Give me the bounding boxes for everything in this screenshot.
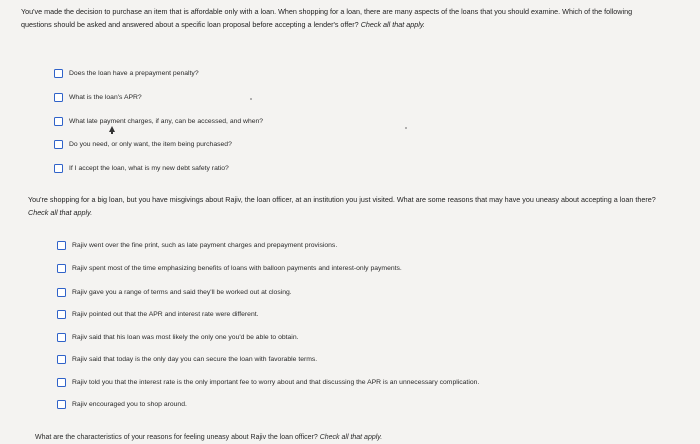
- stray-dot: [250, 98, 252, 100]
- q2-option-shop-around[interactable]: [57, 400, 187, 409]
- q1-option-late-payment[interactable]: [54, 117, 263, 126]
- question-1: [21, 5, 661, 31]
- question-3-prompt-text: What are the characteristics of your reasons for feeling uneasy about Rajiv the loan officer?: [35, 434, 320, 441]
- q2-option-only-loan[interactable]: [57, 333, 298, 342]
- q1-option-debt-safety-ratio[interactable]: [54, 164, 229, 173]
- checkbox[interactable]: [57, 264, 66, 273]
- q1-option-need-or-want[interactable]: [54, 140, 232, 149]
- question-2-prompt: [28, 193, 668, 219]
- question-2: [28, 193, 668, 219]
- checkbox[interactable]: [57, 288, 66, 297]
- question-3-prompt: [35, 432, 675, 444]
- q2-option-range-of-terms[interactable]: [57, 288, 292, 297]
- q2-option-apr-different[interactable]: [57, 310, 259, 319]
- q2-option-label: Rajiv said that his loan was most likely the only one you'd be able to obtain.: [72, 334, 299, 341]
- q2-option-label: Rajiv spent most of the time emphasizing benefits of loans with balloon payments and interest-only payments.: [72, 265, 402, 272]
- question-1-prompt: [21, 5, 661, 31]
- q1-option-prepayment-penalty[interactable]: [54, 69, 199, 78]
- checkbox[interactable]: [54, 140, 63, 149]
- stray-dot: [405, 127, 407, 129]
- q1-option-apr[interactable]: [54, 93, 142, 102]
- checkbox[interactable]: [57, 378, 66, 387]
- q2-option-balloon-payments[interactable]: [57, 264, 402, 273]
- q2-option-label: Rajiv pointed out that the APR and interest rate were different.: [72, 311, 259, 318]
- q2-option-label: Rajiv went over the fine print, such as late payment charges and prepayment provisions.: [72, 242, 338, 249]
- checkbox[interactable]: [57, 355, 66, 364]
- q1-option-label: Does the loan have a prepayment penalty?: [69, 70, 199, 77]
- checkbox[interactable]: [54, 164, 63, 173]
- q2-option-fine-print[interactable]: [57, 241, 337, 250]
- checkbox[interactable]: [54, 69, 63, 78]
- checkbox[interactable]: [57, 333, 66, 342]
- q1-option-label: If I accept the loan, what is my new debt safety ratio?: [69, 165, 229, 172]
- question-3-instruction: Check all that apply.: [319, 434, 383, 441]
- q2-option-label: Rajiv said that today is the only day you can secure the loan with favorable terms.: [72, 356, 318, 363]
- checkbox[interactable]: [54, 117, 63, 126]
- q2-option-label: Rajiv encouraged you to shop around.: [72, 401, 187, 408]
- question-1-prompt-text: You've made the decision to purchase an item that is affordable only with a loan. When shopping for a loan, there are many aspects of the loans that you should examine. Which of the following questions should be asked and answered about a specific loan proposal before accepting a lender's offer?: [21, 7, 633, 29]
- mouse-cursor-icon: [109, 126, 115, 132]
- checkbox[interactable]: [57, 400, 66, 409]
- q1-option-label: What is the loan's APR?: [69, 94, 142, 101]
- q1-option-label: What late payment charges, if any, can be accessed, and when?: [69, 118, 264, 125]
- question-1-instruction: Check all that apply.: [360, 20, 425, 29]
- q2-option-only-today[interactable]: [57, 355, 317, 364]
- q1-option-label: Do you need, or only want, the item being purchased?: [69, 141, 232, 148]
- checkbox[interactable]: [57, 241, 66, 250]
- q2-option-label: Rajiv told you that the interest rate is the only important fee to worry about and that discussing the APR is an unnecessary complication.: [72, 379, 480, 386]
- checkbox[interactable]: [54, 93, 63, 102]
- question-2-instruction: Check all that apply.: [28, 208, 93, 217]
- q2-option-interest-rate-only[interactable]: [57, 378, 479, 387]
- question-2-prompt-text: You're shopping for a big loan, but you have misgivings about Rajiv, the loan officer, at an institution you just visited. What are some reasons that may have you uneasy about accepting a loan there?: [28, 195, 656, 204]
- q2-option-label: Rajiv gave you a range of terms and said they'll be worked out at closing.: [72, 289, 292, 296]
- checkbox[interactable]: [57, 310, 66, 319]
